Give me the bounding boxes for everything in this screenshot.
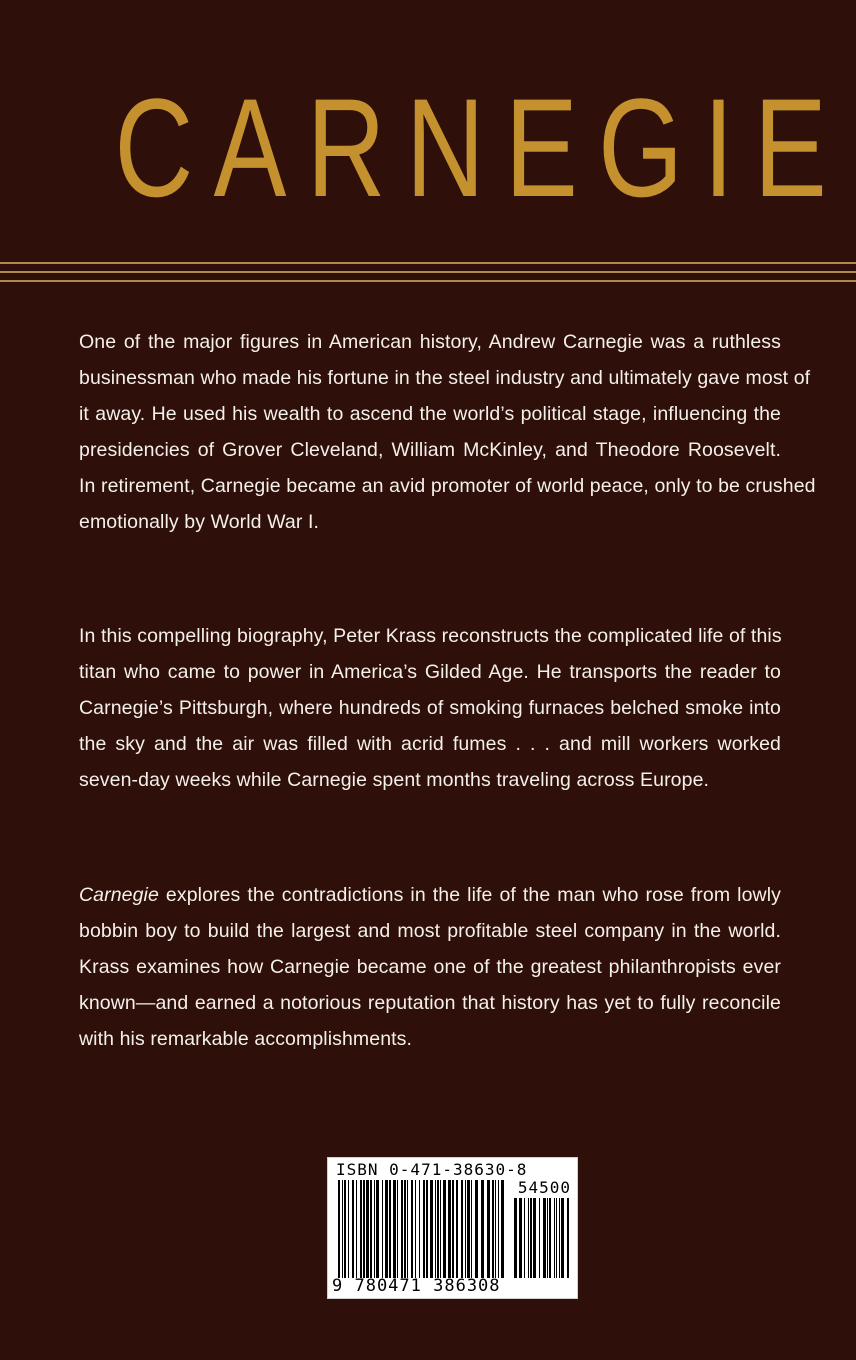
barcode-bar	[397, 1180, 398, 1278]
barcode-bar	[556, 1198, 557, 1278]
isbn-label: ISBN 0-471-38630-8	[336, 1160, 528, 1179]
barcode-bar	[533, 1198, 536, 1278]
barcode-bar	[344, 1180, 346, 1278]
blurb-line: it away. He used his wealth to ascend the world’s political stage, influencing the	[79, 403, 781, 425]
barcode-bar	[440, 1180, 441, 1278]
blurb-line: emotionally by World War I.	[79, 511, 320, 533]
barcode-bar	[389, 1180, 391, 1278]
blurb-paragraph-1	[79, 324, 816, 540]
blurb-line: In this compelling biography, Peter Krass reconstructs the complicated life of this	[79, 625, 782, 647]
barcode-bar	[426, 1180, 428, 1278]
italic-title-mention: Carnegie	[79, 884, 159, 906]
blurb-line: One of the major figures in American history, Andrew Carnegie was a ruthless	[79, 331, 781, 353]
barcode-bar	[415, 1180, 416, 1278]
blurb-line: known—and earned a notorious reputation that history has yet to fully reconcile	[79, 992, 781, 1014]
barcode-bar	[360, 1180, 362, 1278]
barcode-bar	[448, 1180, 451, 1278]
barcode-bar	[430, 1180, 433, 1278]
barcode-bar	[393, 1180, 396, 1278]
ean-barcode-bars	[338, 1180, 508, 1278]
barcode-bar	[356, 1180, 357, 1278]
barcode-bar	[467, 1180, 470, 1278]
barcode-bar	[528, 1198, 529, 1278]
barcode-bar	[524, 1198, 525, 1278]
barcode-bar	[543, 1198, 546, 1278]
blurb-paragraph-3	[79, 877, 781, 1057]
barcode-bar	[382, 1180, 383, 1278]
barcode-bar	[501, 1180, 504, 1278]
barcode-bar	[342, 1180, 343, 1278]
barcode-bar	[452, 1180, 454, 1278]
barcode-bar	[487, 1180, 490, 1278]
blurb-line: In retirement, Carnegie became an avid promoter of world peace, only to be crushed	[79, 475, 816, 497]
barcode-bar	[549, 1198, 551, 1278]
barcode-bar	[366, 1180, 369, 1278]
barcode-bar	[547, 1198, 548, 1278]
title-rule-top	[0, 262, 856, 264]
barcode-bar	[567, 1198, 569, 1278]
blurb-paragraph-2	[79, 618, 781, 798]
barcode-bar	[407, 1180, 408, 1278]
title-rule-middle	[0, 271, 856, 273]
barcode-bar	[401, 1180, 403, 1278]
barcode-bar	[385, 1180, 388, 1278]
barcode-bar	[539, 1198, 540, 1278]
blurb-line: the sky and the air was filled with acrid fumes . . . and mill workers worked	[79, 733, 781, 755]
barcode-bar	[348, 1180, 349, 1278]
price-code: 54500	[517, 1178, 571, 1197]
barcode-bar	[530, 1198, 532, 1278]
barcode-bar	[498, 1180, 499, 1278]
barcode-bar	[481, 1180, 484, 1278]
barcode-bar	[404, 1180, 406, 1278]
blurb-line: with his remarkable accomplishments.	[79, 1028, 413, 1050]
barcode-bar	[423, 1180, 425, 1278]
barcode-bar	[461, 1180, 463, 1278]
barcode-bar	[338, 1180, 340, 1278]
barcode-bar	[370, 1180, 372, 1278]
barcode-bar	[495, 1180, 496, 1278]
barcode-bar	[514, 1198, 517, 1278]
blurb-line-rest: explores the contradictions in the life of the man who rose from lowly	[158, 884, 781, 906]
blurb-line: Carnegie’s Pittsburgh, where hundreds of smoking furnaces belched smoke into	[79, 697, 781, 719]
barcode-bar	[475, 1180, 478, 1278]
barcode-bar	[456, 1180, 458, 1278]
barcode-bar	[554, 1198, 555, 1278]
barcode-bar	[352, 1180, 354, 1278]
barcode-bar	[561, 1198, 564, 1278]
barcode-bar	[443, 1180, 446, 1278]
barcode-bar	[419, 1180, 420, 1278]
barcode-bar	[411, 1180, 413, 1278]
barcode-bar	[465, 1180, 466, 1278]
blurb-line: titan who came to power in America’s Gilded Age. He transports the reader to	[79, 661, 781, 683]
blurb-line: Krass examines how Carnegie became one of the greatest philanthropists ever	[79, 956, 781, 978]
title-rule-bottom	[0, 280, 856, 282]
book-title: CARNEGIE	[114, 69, 848, 226]
barcode-bar	[435, 1180, 436, 1278]
isbn-barcode	[327, 1157, 578, 1299]
barcode-bar	[374, 1180, 375, 1278]
blurb-line: bobbin boy to build the largest and most profitable steel company in the world.	[79, 920, 781, 942]
barcode-bar	[471, 1180, 472, 1278]
barcode-bar	[559, 1198, 560, 1278]
blurb-line	[79, 877, 781, 913]
blurb-line: presidencies of Grover Cleveland, William McKinley, and Theodore Roosevelt.	[79, 439, 781, 461]
blurb-line: seven-day weeks while Carnegie spent months traveling across Europe.	[79, 769, 710, 791]
ean-number: 9 780471 386308	[332, 1276, 501, 1296]
barcode-bar	[376, 1180, 379, 1278]
barcode-bar	[492, 1180, 494, 1278]
barcode-bar	[437, 1180, 439, 1278]
blurb-line: businessman who made his fortune in the steel industry and ultimately gave most of	[79, 367, 811, 389]
price-addon-bars	[514, 1198, 572, 1278]
barcode-bar	[363, 1180, 365, 1278]
barcode-bar	[519, 1198, 522, 1278]
